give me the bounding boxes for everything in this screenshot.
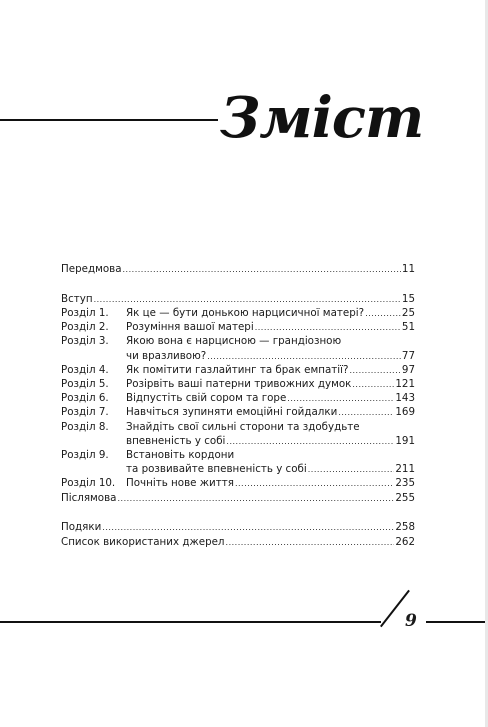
- toc-entry-title: Вступ: [61, 292, 93, 305]
- toc-page-number: 255: [395, 491, 415, 504]
- toc-page-number: 77: [401, 349, 415, 362]
- toc-page-number: 258: [395, 521, 415, 534]
- toc-page-number: 169: [395, 406, 415, 419]
- toc-entry-title: Розірвіть ваші патерни тривожних думок: [126, 378, 352, 390]
- toc-line: [0, 261, 488, 277]
- toc-chapter-label: Розділ 10.: [61, 477, 116, 490]
- toc-entry-title: Почніть нове життя: [126, 477, 234, 490]
- footer-rule-left: [0, 621, 381, 623]
- toc-chapter-label: Розділ 5.: [61, 378, 109, 390]
- footer-rule-right: [426, 621, 485, 623]
- leader-dots: [123, 262, 401, 278]
- toc-line: [0, 490, 488, 506]
- toc-chapter-label: Розділ 1.: [61, 307, 109, 319]
- toc-entry-title: Подяки: [61, 521, 102, 534]
- toc-page-number: 211: [395, 463, 415, 476]
- toc-entry-title: Навчіться зупиняти емоційні гойдалки: [126, 406, 338, 419]
- leader-dots: [226, 535, 395, 551]
- toc-chapter-label: Розділ 3.: [61, 335, 109, 348]
- toc-entry-title: Список використаних джерел: [61, 535, 225, 548]
- toc-chapter-label: Розділ 4.: [61, 363, 109, 376]
- toc-entry-title: та розвивайте впевненість у собі: [126, 463, 307, 476]
- toc-entry-title: Встановіть кордони: [126, 449, 235, 461]
- toc-entry-title: Якою вона є нарцисною — грандіозною: [126, 335, 342, 348]
- toc-page-number: 97: [401, 363, 415, 376]
- toc-entry-title: Післямова: [61, 491, 117, 504]
- toc-line: [0, 534, 488, 550]
- toc-entry-title: впевненість у собі: [126, 434, 226, 447]
- toc-entry-title: Розуміння вашої матері: [126, 321, 254, 334]
- toc-entry-title: Знайдіть свої сильні сторони та здобудьте: [126, 420, 360, 433]
- toc-entry-title: Відпустіть свій сором та горе: [126, 392, 287, 405]
- toc-chapter-label: Розділ 2.: [61, 321, 109, 334]
- toc-page-number: 191: [395, 434, 415, 447]
- toc-page-number: 235: [395, 477, 415, 490]
- toc-page-number: 51: [401, 321, 415, 334]
- page-number: 9: [405, 611, 417, 631]
- toc-page-number: 143: [395, 392, 415, 405]
- toc-page-number: 262: [395, 535, 415, 548]
- toc-page-number: 11: [401, 263, 415, 275]
- toc-chapter-label: Розділ 8.: [61, 420, 109, 433]
- toc-page-number: 121: [395, 378, 415, 390]
- toc-entry-title: Як це — бути донькою нарцисичної матері?: [126, 307, 365, 319]
- page-title: Зміст: [220, 85, 424, 151]
- toc-chapter-label: Розділ 6.: [61, 392, 109, 405]
- toc-page-number: 15: [401, 292, 415, 305]
- toc-entry-title: чи вразливою?: [126, 349, 207, 362]
- toc-entry-title: Передмова: [61, 263, 122, 275]
- toc-page-number: 25: [401, 307, 415, 319]
- toc-entry-title: Як помітити газлайтинг та брак емпатії?: [126, 363, 349, 376]
- toc-chapter-label: Розділ 7.: [61, 406, 109, 419]
- leader-dots: [118, 491, 395, 507]
- toc-chapter-label: Розділ 9.: [61, 449, 109, 461]
